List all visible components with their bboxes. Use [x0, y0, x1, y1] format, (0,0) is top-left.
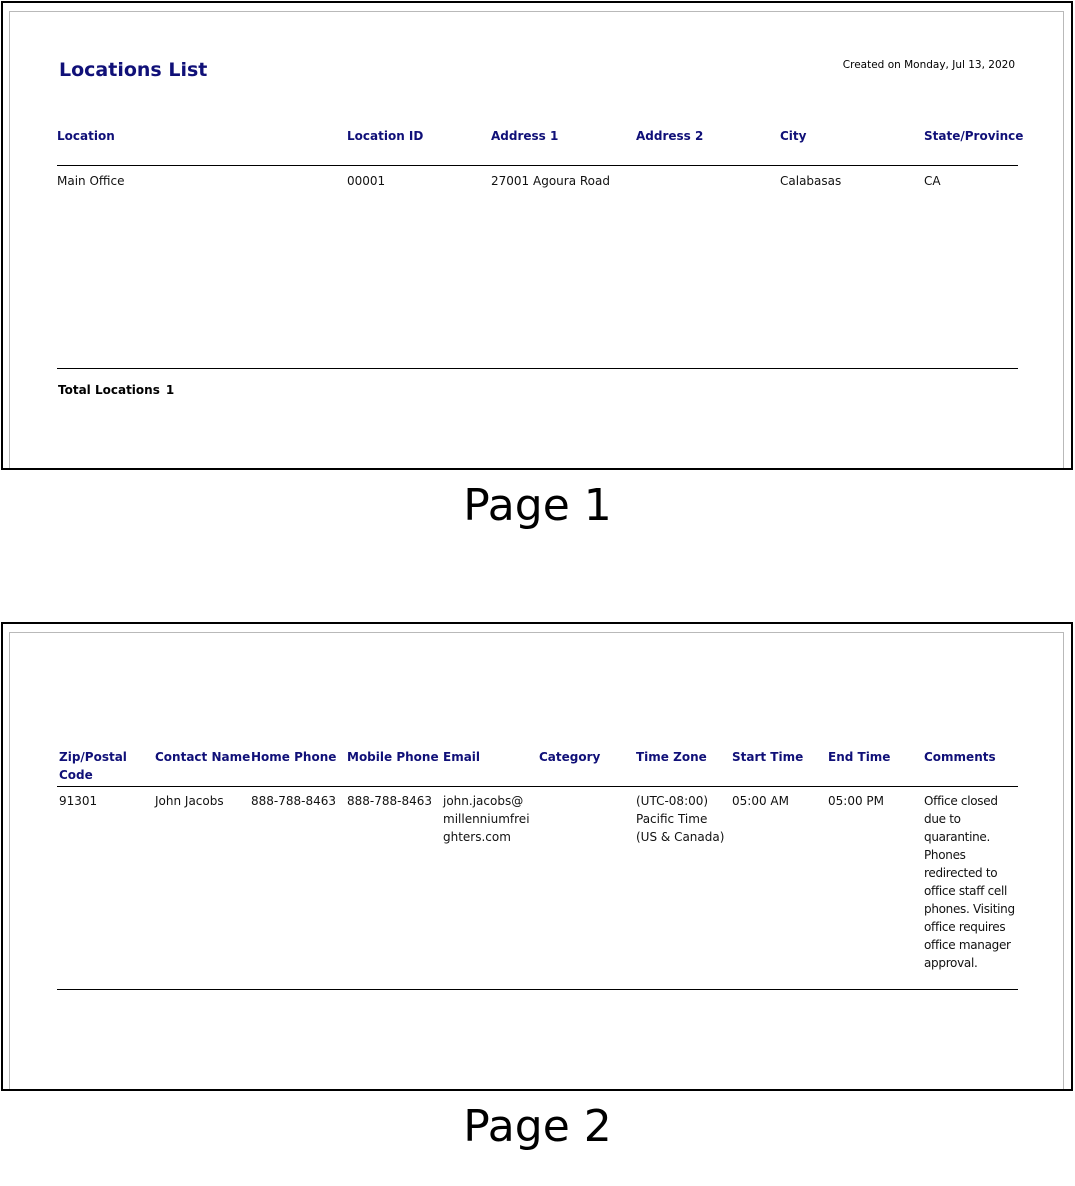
header-city: City — [780, 129, 807, 143]
page-2-label: Page 2 — [463, 1101, 612, 1152]
header-location-id: Location ID — [347, 129, 424, 143]
report-page-2 — [1, 622, 1073, 1091]
total-value: 1 — [165, 383, 175, 397]
report-page-1 — [1, 1, 1073, 470]
page-1-label: Page 1 — [463, 480, 612, 531]
cell-mobile-phone: 888-788-8463 — [347, 794, 433, 808]
cell-location-id: 00001 — [347, 174, 386, 188]
header-address-1: Address 1 — [491, 129, 559, 143]
header-contact-name: Contact Name — [155, 750, 251, 764]
header-end-time: End Time — [828, 750, 891, 764]
header-rule — [57, 165, 1018, 166]
header-home-phone: Home Phone — [251, 750, 337, 764]
header-email: Email — [443, 750, 481, 764]
total-locations — [58, 383, 180, 397]
total-label: Total Locations — [58, 383, 160, 397]
cell-start-time: 05:00 AM — [732, 794, 789, 808]
row-end-rule — [57, 989, 1018, 990]
cell-contact-name: John Jacobs — [155, 794, 224, 808]
header-address-2: Address 2 — [636, 129, 704, 143]
cell-state-province: CA — [924, 174, 941, 188]
cell-email: john.jacobs@millenniumfreighters.com — [443, 794, 530, 844]
header-start-time: Start Time — [732, 750, 804, 764]
header-comments: Comments — [924, 750, 996, 764]
header-time-zone: Time Zone — [636, 750, 707, 764]
cell-comments: Office closed due to quarantine. Phones redirected to office staff cell phones. Visiting office requires office manager approval. — [924, 794, 1015, 970]
cell-zip-postal-code: 91301 — [59, 794, 98, 808]
footer-rule — [57, 368, 1018, 369]
cell-time-zone: (UTC-08:00) Pacific Time (US & Canada) — [636, 794, 725, 844]
cell-address-1: 27001 Agoura Road — [491, 174, 610, 188]
header-state-province: State/Province — [924, 129, 1024, 143]
header-mobile-phone: Mobile Phone — [347, 750, 439, 764]
page-2-paper — [9, 632, 1064, 1091]
cell-location: Main Office — [57, 174, 125, 188]
cell-home-phone: 888-788-8463 — [251, 794, 337, 808]
header-rule — [57, 786, 1018, 787]
header-zip-postal-code: Zip/Postal Code — [59, 750, 127, 782]
created-date: Created on Monday, Jul 13, 2020 — [842, 59, 1015, 71]
cell-city: Calabasas — [780, 174, 842, 188]
header-location: Location — [57, 129, 115, 143]
header-category: Category — [539, 750, 601, 764]
report-title: Locations List — [59, 59, 208, 81]
cell-end-time: 05:00 PM — [828, 794, 884, 808]
